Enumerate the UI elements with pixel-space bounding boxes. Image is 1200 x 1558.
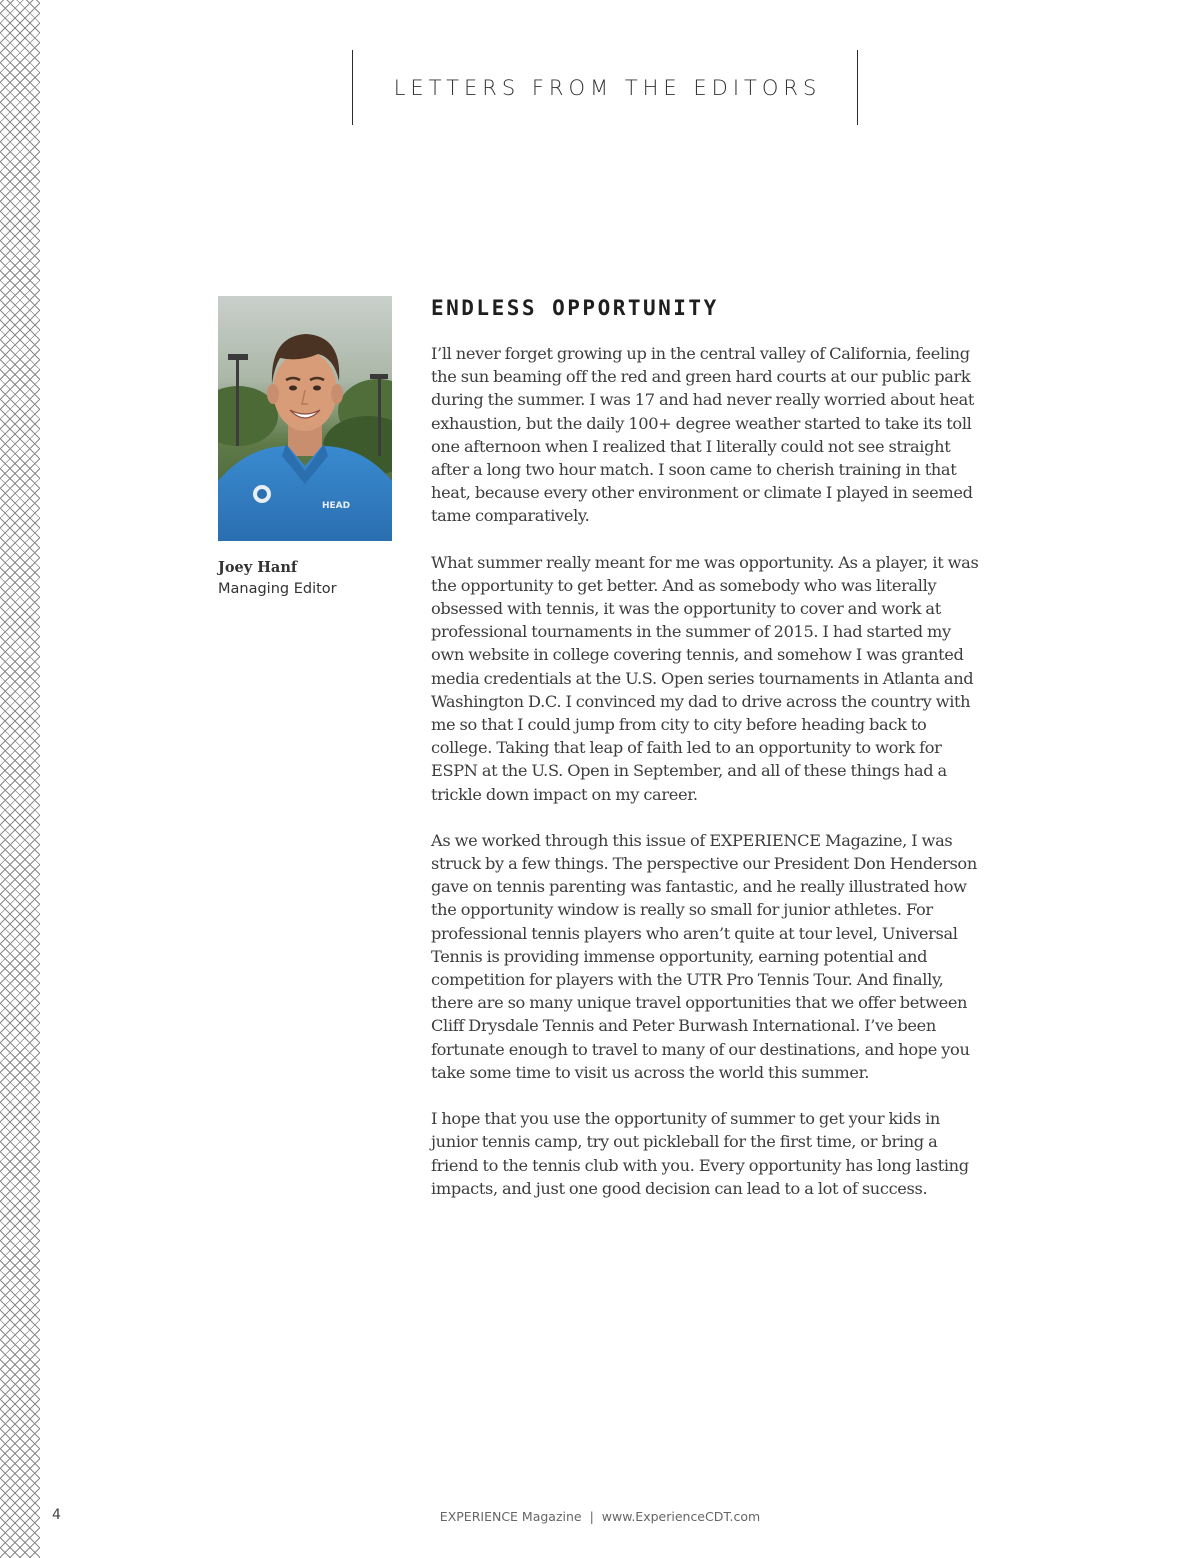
footer-publication: EXPERIENCE Magazine bbox=[439, 1509, 582, 1524]
article-title: ENDLESS OPPORTUNITY bbox=[431, 296, 719, 320]
footer-website-link[interactable]: www.ExperienceCDT.com bbox=[601, 1509, 761, 1524]
page-footer bbox=[0, 1509, 1200, 1524]
author-name: Joey Hanf bbox=[218, 559, 298, 576]
crosshatch-border bbox=[0, 0, 40, 1558]
section-title: LETTERS FROM THE EDITORS bbox=[393, 75, 822, 100]
article-body bbox=[431, 342, 979, 1223]
author-role: Managing Editor bbox=[218, 581, 337, 597]
shirt-logo: HEAD bbox=[322, 501, 351, 511]
article-paragraph: I hope that you use the opportunity of summer to get your kids in junior tennis camp, try out pickleball for the first time, or bring a friend to the tennis club with you. Every opportunity has long lasting impacts, and just one good decision can lead to a lot of success. bbox=[431, 1109, 969, 1198]
page-number: 4 bbox=[52, 1507, 61, 1523]
author-photo bbox=[218, 296, 392, 541]
article-paragraph: As we worked through this issue of EXPERIENCE Magazine, I was struck by a few things. The perspective our President Don Henderson gave on tennis parenting was fantastic, and he really illustrated how the opportunity window is really so small for junior athletes. For professional tennis players who aren’t quite at tour level, Universal Tennis is providing immense opportunity, earning potential and competition for players with the UTR Pro Tennis Tour. And finally, there are so many unique travel opportunities that we offer between Cliff Drysdale Tennis and Peter Burwash International. I’ve been fortunate enough to travel to many of our destinations, and hope you take some time to visit us across the world this summer. bbox=[431, 830, 977, 1082]
footer-separator: | bbox=[589, 1509, 594, 1524]
article-paragraph: I’ll never forget growing up in the central valley of California, feeling the sun beaming off the red and green hard courts at our public park during the summer. I was 17 and had never really worried about heat exhaustion, but the daily 100+ degree weather started to take its toll one afternoon when I realized that I literally could not see straight after a long two hour match. I soon came to cherish training in that heat, because every other environment or climate I played in seemed tame comparatively. bbox=[431, 344, 975, 526]
section-header bbox=[352, 50, 858, 125]
article-paragraph: What summer really meant for me was opportunity. As a player, it was the opportunity to get better. And as somebody who was literally obsessed with tennis, it was the opportunity to cover and work at professional tournaments in the summer of 2015. I had started my own website in college covering tennis, and somehow I was granted media credentials at the U.S. Open series tournaments in Atlanta and Washington D.C. I convinced my dad to drive across the country with me so that I could jump from city to city before heading back to college. Taking that leap of faith led to an opportunity to work for ESPN at the U.S. Open in September, and all of these things had a trickle down impact on my career. bbox=[431, 552, 979, 804]
